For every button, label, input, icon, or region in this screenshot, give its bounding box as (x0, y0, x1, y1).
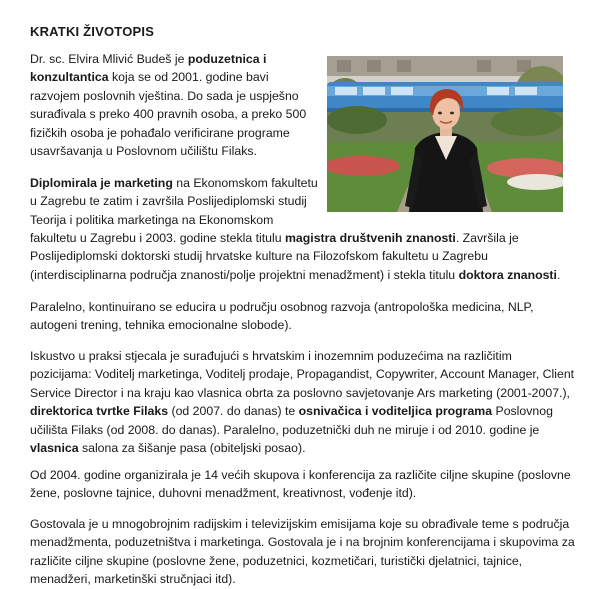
paragraph-personal-development: Paralelno, kontinuirano se educira u području osobnog razvoja (antropološka medicina, NLP, autogeni trening, tehnika emocionalne slobode). (30, 300, 534, 333)
paragraph-conferences: Od 2004. godine organizirala je 14 većih skupova i konferencija za različite ciljne skupine (poslovne žene, poslovne tajnice, duhovni menadžment, kreativnost, vođenje itd). (30, 468, 571, 501)
paragraph-education-cont: fakultetu u Zagrebu i 2003. godine stekla titulu magistra društvenih znanosti. Završila je Poslijediplomski doktorski studij hrvatske kulture na Filozofskom fakultetu u Zagrebu (interdisciplinarna područja znanosti/polje projektni menadžment) i stekla titulu doktora znanosti. (30, 231, 561, 282)
paragraph-experience: Iskustvo u praksi stjecala je surađujući s hrvatskim i inozemnim poduzećima na različitim pozicijama: Voditelj marketinga, Voditelj prodaje, Propagandist, Copywriter, Account Manager, Client Service Director i na kraju kao vlasnica obrta za poslovno savjetovanje Ars marketing (2001-2007.), direktorica tvrtke Filaks (od 2007. do danas) te osnivačica i voditeljica programa Poslovnog učilišta Filaks (od 2008. do danas). Paralelno, poduzetnički duh ne miruje i od 2010. godine je vlasnica salona za šišanje pasa (obiteljski posao). (30, 349, 575, 456)
paragraph-education-start: Diplomirala je marketing na Ekonomskom fakultetu u Zagrebu te zatim i završila Poslijediplomski studij Teorija i politika marketinga na Ekonomskom (30, 176, 318, 227)
paragraph-media: Gostovala je u mnogobrojnim radijskim i televizijskim emisijama koje su obrađivale teme s područja menadžmenta, poduzetništva i marketinga. Gostovala je i na brojnim konferencijama i skupovima za različite ciljne skupine (poslovne žene, poduzetnici, kozmetičari, turistički djelatnici, tajnice, menadžeri, marketinški stručnjaci itd). (30, 517, 575, 587)
paragraph-intro: Dr. sc. Elvira Mlivić Budeš je poduzetnica i konzultantica koja se od 2001. godine bavi razvojem poslovnih vještina. Do sada je uspješno surađivala s preko 400 pravnih osoba, a preko 500 fizičkih osoba je pohađalo verificirane programe usavršavanja u Poslovnom učilištu Filaks. (30, 52, 307, 159)
portrait-photo (327, 56, 563, 212)
page-title: KRATKI ŽIVOTOPIS (30, 24, 155, 39)
portrait-illustration (327, 56, 563, 212)
